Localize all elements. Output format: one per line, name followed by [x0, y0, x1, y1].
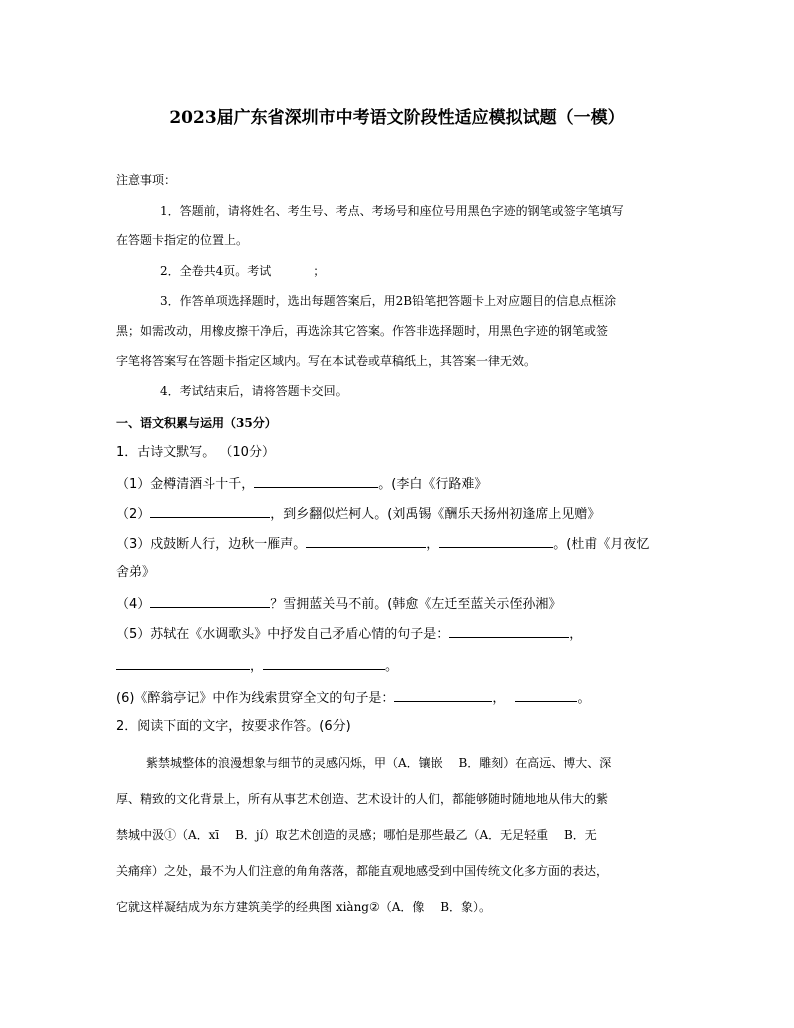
notice-item-2: [160, 261, 325, 281]
answer-blank[interactable]: [254, 473, 378, 488]
question-2-heading: 2．阅读下面的文字，按要求作答。(6分): [116, 719, 351, 734]
q2-paragraph-line-2: 厚、精致的文化背景上，所有从事艺术创造、艺术设计的人们，都能够随时随地地从伟大的紫: [116, 792, 609, 806]
q1-line-3-cont: 舍弟》: [116, 565, 156, 580]
notice-item-3-cont1: 黑；如需改动，用橡皮擦干净后，再选涂其它答案。作答非选择题时，用黑色字迹的钢笔或签: [116, 324, 609, 338]
answer-blank[interactable]: [116, 655, 250, 670]
q1-line-1-text: （1）金樽清酒斗十千，: [116, 477, 255, 492]
q1-line-6-end: 。: [577, 691, 591, 706]
answer-blank[interactable]: [515, 687, 577, 702]
q2-paragraph-line-3: 禁城中汲①（A．xī B．jí）取艺术创造的灵感；哪怕是那些最乙（A．无足轻重 B．无: [116, 828, 597, 842]
q1-line-3: [116, 533, 649, 555]
q1-line-4-num: （4）: [116, 597, 151, 612]
q1-line-2: [116, 503, 600, 525]
notice-heading: 注意事项：: [116, 173, 177, 187]
answer-blank[interactable]: [263, 655, 385, 670]
answer-blank[interactable]: [394, 687, 492, 702]
q1-line-4-text: ？雪拥蓝关马不前。(韩愈《左迁至蓝关示侄孙湘》: [270, 597, 562, 612]
answer-blank[interactable]: [449, 623, 569, 638]
answer-blank[interactable]: [439, 533, 553, 548]
q1-line-5-comma-2: ，: [250, 659, 264, 674]
question-1-heading: 1．古诗文默写。 （10分）: [116, 445, 275, 460]
q1-line-4: [116, 593, 561, 615]
q1-line-2-text: ，到乡翻似烂柯人。(刘禹锡《酬乐天扬州初逢席上见赠》: [270, 507, 601, 522]
q1-line-6-comma: ，: [492, 691, 506, 706]
q2-paragraph-line-1: 紫禁城整体的浪漫想象与细节的灵感闪烁，甲（A．镶嵌 B．雕刻）在高远、博大、深: [146, 756, 612, 770]
answer-blank[interactable]: [150, 593, 270, 608]
notice-item-4: 4．考试结束后，请将答题卡交回。: [160, 384, 348, 398]
q1-line-3-source: 。(杜甫《月夜忆: [553, 537, 650, 552]
q2-paragraph-line-4: 关痛痒）之处，最不为人们注意的角角落落，都能直观地感受到中国传统文化多方面的表达，: [116, 864, 609, 878]
q1-line-6: [116, 687, 590, 709]
section-heading: 一、语文积累与运用（35分）: [116, 416, 277, 430]
answer-blank[interactable]: [306, 533, 426, 548]
answer-blank[interactable]: [150, 503, 270, 518]
notice-item-1: 1．答题前，请将姓名、考生号、考点、考场号和座位号用黑色字迹的钢笔或签字笔填写: [160, 204, 624, 218]
q1-line-6-text: (6)《醉翁亭记》中作为线索贯穿全文的句子是：: [116, 691, 395, 706]
q1-line-2-num: （2）: [116, 507, 151, 522]
q1-line-5-comma: ，: [569, 627, 583, 642]
notice-item-3: 3．作答单项选择题时，选出每题答案后，用2B铅笔把答题卡上对应题目的信息点框涂: [160, 294, 617, 308]
q1-line-5-text: （5）苏轼在《水调歌头》中抒发自己矛盾心情的句子是：: [116, 627, 450, 642]
q1-line-5-cont: [116, 655, 398, 677]
q1-line-1: [116, 473, 487, 495]
notice-item-3-cont2: 字笔将答案写在答题卡指定区域内。写在本试卷或草稿纸上，其答案一律无效。: [116, 354, 537, 368]
notice-item-2-tail: ；: [313, 264, 326, 278]
notice-item-1-cont: 在答题卡指定的位置上。: [116, 233, 249, 247]
q1-line-1-source: 。(李白《行路难》: [378, 477, 488, 492]
q2-paragraph-line-5: 它就这样凝结成为东方建筑美学的经典图 xiàng②（A．像 B．象）。: [116, 900, 492, 914]
page-title: 2023届广东省深圳市中考语文阶段性适应模拟试题（一模）: [169, 108, 625, 128]
q1-line-3-comma: ，: [426, 537, 440, 552]
q1-line-3-text: （3）戍鼓断人行，边秋一雁声。: [116, 537, 307, 552]
q1-line-5-end: 。: [385, 659, 399, 674]
q1-line-5: [116, 623, 582, 645]
notice-item-2-text: 2．全卷共4页。考试: [160, 264, 272, 278]
